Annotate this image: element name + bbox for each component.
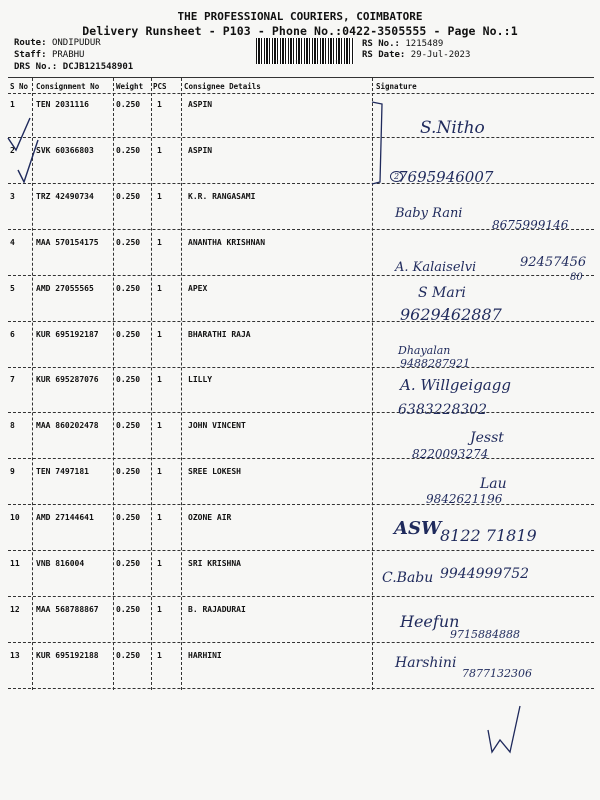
cell-consignee: SREE LOKESH (188, 467, 241, 476)
cell-consignment: AMD 27144641 (36, 513, 94, 522)
route-value: ONDIPUDUR (51, 38, 101, 48)
rs-no-label: RS No.: (362, 39, 400, 49)
column-divider (181, 78, 182, 690)
cell-weight: 0.250 (116, 330, 141, 339)
sig6-phone: 9488287921 (400, 357, 470, 370)
cell-weight: 0.250 (116, 421, 141, 430)
cell-weight: 0.250 (116, 146, 141, 155)
cell-consignment: MAA 860202478 (36, 421, 99, 430)
signature-7: A. Willgeigagg (400, 376, 511, 394)
drs-label: DRS No.: (14, 62, 58, 72)
cell-sno: 12 (10, 605, 20, 614)
row-divider (8, 550, 594, 551)
header-rule (8, 93, 594, 94)
signature-11: C.Babu (382, 570, 434, 586)
cell-weight: 0.250 (116, 192, 141, 201)
sig10-phone: 8122 71819 (440, 526, 537, 545)
cell-pcs: 1 (157, 100, 162, 109)
cell-sno: 5 (10, 284, 15, 293)
cell-consignment: AMD 27055565 (36, 284, 94, 293)
tick-mark (488, 706, 520, 752)
cell-sno: 8 (10, 421, 15, 430)
cell-sno: 6 (10, 330, 15, 339)
row-divider (8, 367, 594, 368)
sig13-phone: 7877132306 (462, 667, 532, 680)
row-divider (8, 458, 594, 459)
route-field (14, 38, 101, 48)
cell-consignment: MAA 568788867 (36, 605, 99, 614)
drs-field (14, 62, 133, 72)
barcode (256, 38, 354, 64)
cell-sno: 11 (10, 559, 20, 568)
sig8-phone: 8220093274 (412, 447, 489, 461)
cell-consignee: ANANTHA KRISHNAN (188, 238, 266, 247)
sig4-name: A. Kalaiselvi (395, 260, 477, 275)
cell-pcs: 1 (157, 238, 162, 247)
cell-sno: 9 (10, 467, 15, 476)
cell-pcs: 1 (157, 284, 162, 293)
col-header-consignment: Consignment No (36, 82, 100, 91)
rs-date-value: 29-Jul-2023 (410, 50, 471, 60)
sig4-phone-cont: 80 (570, 272, 583, 283)
cell-weight: 0.250 (116, 513, 141, 522)
drs-value: DCJB121548901 (62, 62, 134, 72)
sig5-phone: 9629462887 (400, 305, 502, 324)
column-divider (151, 78, 152, 690)
cell-pcs: 1 (157, 330, 162, 339)
sig4-phone: 92457456 (520, 255, 587, 270)
row-divider (8, 596, 594, 597)
cell-consignment: VNB 816004 (36, 559, 85, 568)
bracket-mark (372, 102, 382, 184)
column-divider (32, 78, 33, 690)
bracket-number: 2 (390, 171, 403, 182)
cell-consignee: ASPIN (188, 146, 213, 155)
cell-weight: 0.250 (116, 651, 141, 660)
route-label: Route: (14, 38, 47, 48)
cell-sno: 1 (10, 100, 15, 109)
cell-consignment: KUR 695192187 (36, 330, 99, 339)
row-divider (8, 183, 594, 184)
cell-sno: 7 (10, 375, 15, 384)
signature-10: ASW (394, 518, 442, 539)
sig3-phone: 8675999146 (492, 218, 569, 232)
col-header-consignee: Consignee Details (184, 82, 261, 91)
cell-pcs: 1 (157, 467, 162, 476)
cell-weight: 0.250 (116, 605, 141, 614)
cell-consignee: BHARATHI RAJA (188, 330, 251, 339)
cell-consignee: K.R. RANGASAMI (188, 192, 256, 201)
sig1-phone: 7695946007 (398, 168, 494, 186)
cell-pcs: 1 (157, 375, 162, 384)
cell-weight: 0.250 (116, 100, 141, 109)
cell-consignee: LILLY (188, 375, 213, 384)
rs-date-field (362, 50, 470, 60)
cell-consignment: KUR 695192188 (36, 651, 99, 660)
sig5-name: S Mari (418, 285, 466, 301)
cell-weight: 0.250 (116, 375, 141, 384)
document-title: THE PROFESSIONAL COURIERS, COIMBATORE (177, 10, 423, 23)
cell-consignment: SVK 60366803 (36, 146, 94, 155)
signature-9: Lau (480, 476, 507, 492)
cell-consignee: JOHN VINCENT (188, 421, 246, 430)
cell-pcs: 1 (157, 605, 162, 614)
row-divider (8, 137, 594, 138)
cell-pcs: 1 (157, 513, 162, 522)
rs-no-value: 1215489 (405, 39, 444, 49)
signature-1: S.Nitho (420, 118, 485, 138)
cell-consignee: SRI KRISHNA (188, 559, 241, 568)
cell-consignment: MAA 570154175 (36, 238, 99, 247)
sig7-phone: 6383228302 (398, 402, 488, 418)
row-divider (8, 688, 594, 689)
cell-pcs: 1 (157, 421, 162, 430)
cell-weight: 0.250 (116, 238, 141, 247)
col-header-signature: Signature (376, 82, 417, 91)
rs-no-field (362, 39, 443, 49)
row-divider (8, 321, 594, 322)
column-divider (113, 78, 114, 690)
cell-consignment: TRZ 42490734 (36, 192, 94, 201)
staff-field (14, 50, 84, 60)
cell-consignee: OZONE AIR (188, 513, 232, 522)
cell-sno: 3 (10, 192, 15, 201)
row-divider (8, 642, 594, 643)
rs-date-label: RS Date: (362, 50, 406, 60)
cell-consignee: HARHINI (188, 651, 222, 660)
cell-consignment: TEN 7497181 (36, 467, 89, 476)
row-divider (8, 275, 594, 276)
cell-weight: 0.250 (116, 284, 141, 293)
signature-8: Jesst (470, 430, 504, 446)
col-header-pcs: PCS (153, 82, 167, 91)
sig9-phone: 9842621196 (426, 492, 503, 506)
row-divider (8, 504, 594, 505)
sig13-name: Harshini (395, 655, 457, 671)
cell-weight: 0.250 (116, 467, 141, 476)
sig6-name: Dhayalan (398, 344, 451, 357)
runsheet-subtitle: Delivery Runsheet - P103 - Phone No.:0422-3505555 - Page No.:1 (82, 24, 518, 38)
sig12-phone: 9715884888 (450, 628, 520, 641)
staff-value: PRABHU (51, 50, 85, 60)
cell-sno: 13 (10, 651, 20, 660)
sig11-phone: 9944999752 (440, 566, 530, 582)
cell-consignee: B. RAJADURAI (188, 605, 246, 614)
cell-pcs: 1 (157, 146, 162, 155)
cell-consignee: APEX (188, 284, 208, 293)
cell-pcs: 1 (157, 651, 162, 660)
staff-label: Staff: (14, 50, 47, 60)
check-mark (18, 140, 38, 182)
cell-sno: 10 (10, 513, 20, 522)
table-top-rule (8, 77, 594, 78)
cell-sno: 2 (10, 146, 15, 155)
cell-pcs: 1 (157, 192, 162, 201)
cell-consignment: TEN 2031116 (36, 100, 89, 109)
column-divider (372, 78, 373, 690)
sig3-name: Baby Rani (395, 206, 463, 221)
signature-12: Heefun (400, 612, 460, 631)
row-divider (8, 412, 594, 413)
cell-sno: 4 (10, 238, 15, 247)
col-header-sno: S No (10, 82, 29, 91)
col-header-weight: Weight (116, 82, 144, 91)
cell-consignee: ASPIN (188, 100, 213, 109)
cell-pcs: 1 (157, 559, 162, 568)
cell-weight: 0.250 (116, 559, 141, 568)
cell-consignment: KUR 695287076 (36, 375, 99, 384)
